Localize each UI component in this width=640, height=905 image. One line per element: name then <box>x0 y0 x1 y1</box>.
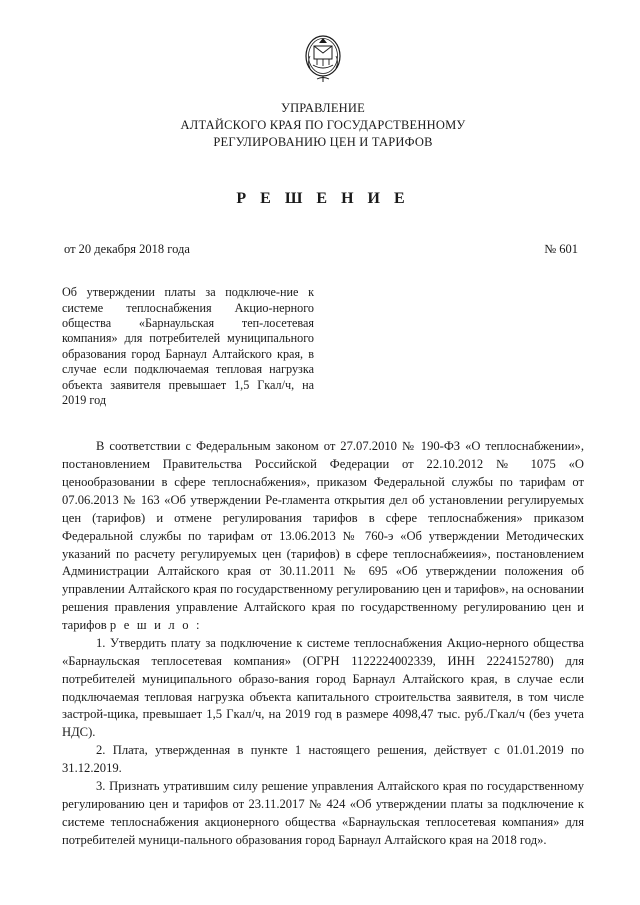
document-number: № 601 <box>544 242 578 257</box>
decision-item-1: 1. Утвердить плату за подключение к системе теплоснабжения Акцио-нерного общества «Барнаульская теплосетевая компания» (ОГРН 1122224002339, ИНН 2224152780) для потребителей муниципального образо-вания город Барнаул Алтайского края, в случае если подключаемая тепловая нагрузка объекта капитального строительства заявителя, в том числе застрой-щика, превышает 1,5 Гкал/ч, на 2019 год в размере 4098,47 тыс. руб./Гкал/ч (без учета НДС). <box>62 635 584 740</box>
decision-item-3: 3. Признать утратившим силу решение управления Алтайского края по государственному регулированию цен и тарифов от 23.11.2017 № 424 «Об утверждении платы за подключение к системе теплоснабжения акционерного общества «Барнаульская теплосетевая компания» для потребителей муници-пального образования город Барнаул Алтайского края на 2018 год». <box>62 778 584 847</box>
decision-word: р е ш и л о : <box>109 618 202 632</box>
document-meta-row <box>62 242 584 257</box>
preamble-text: В соответствии с Федеральным законом от 27.07.2010 № 190-ФЗ «О теплоснабжении», постановлением Правительства Российской Федерации от 22.10.2012 № 1075 «О ценообразовании в сфере теплоснабжения», приказом Федеральной службы по тарифам от 07.06.2013 № 163 «Об утверждении Ре-гламента открытия дел об установлении регулируемых цен (тарифов) и отмене регулирования тарифов в сфере теплоснабжения» приказом Федеральной службы по тарифам от 13.06.2013 № 760-э «Об утверждении Методических указаний по расчету регулируемых цен (тарифов) в сфере теплоснабжеиия», постановлением Администрации Алтайского края от 30.11.2011 № 695 «Об утверждении положения об управлении Алтайского края по государственному регулированию цен и тарифов», на основании решения правления управление Алтайского края по государственному регулированию цен и тарифов <box>62 439 584 632</box>
document-subject: Об утверждении платы за подключе-ние к системе теплоснабжения Акцио-нерного общества «Барнаульская теп-лосетевая компания» для потребителей муниципального образования город Барнаул Алтайского края, в случае если подключаемая тепловая нагрузка объекта заявителя превышает 1,5 Гкал/ч, на 2019 год <box>62 285 314 407</box>
coat-of-arms-emblem <box>301 32 345 84</box>
organization-title-line-3: РЕГУЛИРОВАНИЮ ЦЕН И ТАРИФОВ <box>213 134 433 149</box>
organization-title-line-2: АЛТАЙСКОГО КРАЯ ПО ГОСУДАРСТВЕННОМУ <box>180 117 466 132</box>
decision-item-2: 2. Плата, утвержденная в пункте 1 настоящего решения, действует с 01.01.2019 по 31.12.2019. <box>62 743 584 775</box>
emblem-container <box>62 32 584 84</box>
organization-title-line-1: УПРАВЛЕНИЕ <box>281 101 365 115</box>
document-date: от 20 декабря 2018 года <box>64 242 190 257</box>
document-type-heading: Р Е Ш Е Н И Е <box>236 190 410 208</box>
preamble-paragraph <box>62 438 584 635</box>
organization-title <box>113 100 533 150</box>
document-body <box>62 438 584 849</box>
